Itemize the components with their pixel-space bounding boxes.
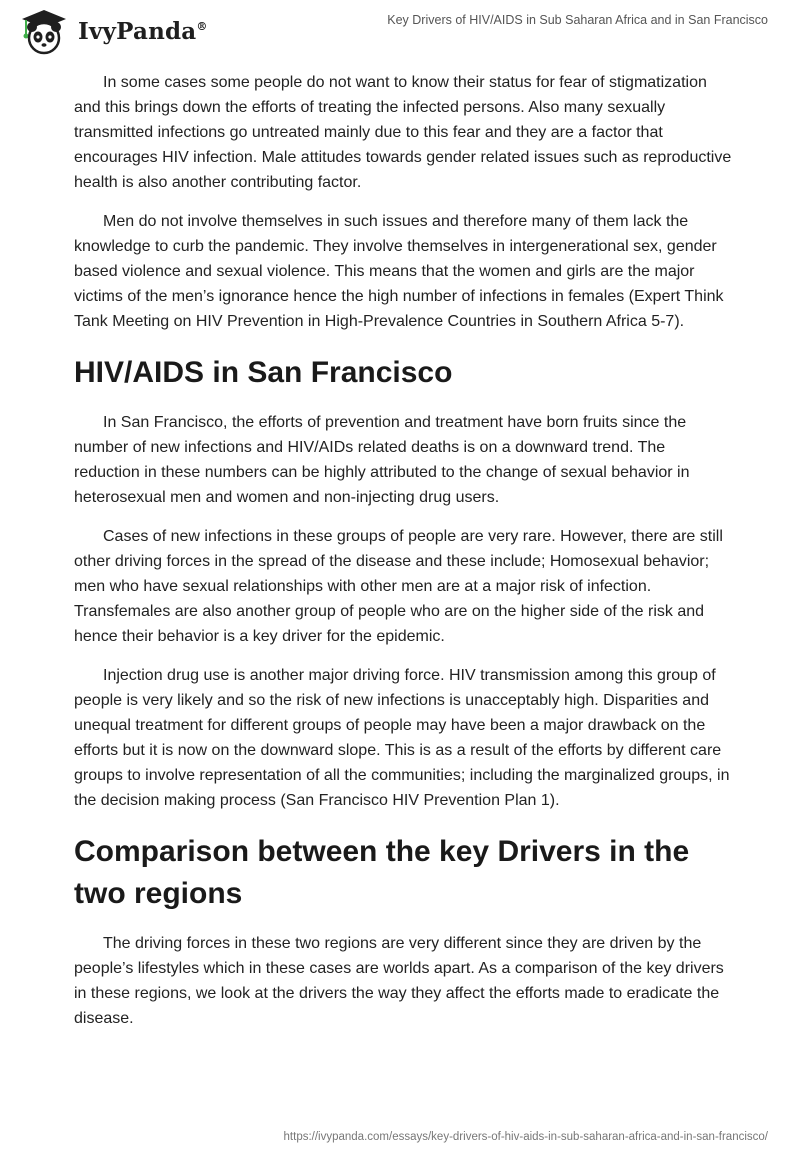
ivypanda-logo[interactable] xyxy=(14,8,208,58)
source-url-link[interactable]: https://ivypanda.com/essays/key-drivers-of-hiv-aids-in-sub-saharan-africa-and-in-san-francisco/ xyxy=(283,1131,768,1143)
paragraph: Cases of new infections in these groups of people are very rare. However, there are still other driving forces in the spread of the disease and these include; Homosexual behavior; men who have sexual relationships with other men are at a major risk of infection. Transfemales are also another group of people who are on the higher side of the risk and hence their behavior is a key driver for the epidemic. xyxy=(74,528,723,645)
logo-wordmark: IvyPanda® xyxy=(78,18,208,45)
document-title: Key Drivers of HIV/AIDS in Sub Saharan Africa and in San Francisco xyxy=(387,13,768,27)
panda-graduation-cap-icon xyxy=(14,8,74,56)
article-body xyxy=(74,70,734,1045)
paragraph: Injection drug use is another major driving force. HIV transmission among this group of people is very likely and so the risk of new infections is unacceptably high. Disparities and unequal treatment for different groups of people may have been a major drawback on the efforts but it is now on the downward slope. This is as a result of the efforts by different care groups to involve representation of all the communities; including the marginalized groups, in the decision making process (San Francisco HIV Prevention Plan 1). xyxy=(74,667,730,809)
paragraph: Men do not involve themselves in such issues and therefore many of them lack the knowledge to curb the pandemic. They involve themselves in intergenerational sex, gender based violence and sexual violence. This means that the women and girls are the major victims of the men’s ignorance hence the high number of infections in females (Expert Think Tank Meeting on HIV Prevention in High-Prevalence Countries in Southern Africa 5-7). xyxy=(74,213,724,330)
registered-mark: ® xyxy=(196,20,208,33)
page-header xyxy=(0,0,800,66)
section-heading-san-francisco: HIV/AIDS in San Francisco xyxy=(74,356,453,389)
paragraph: The driving forces in these two regions are very different since they are driven by the people’s lifestyles which in these cases are worlds apart. As a comparison of the key drivers in these regions, we look at the drivers the way they affect the efforts made to eradicate the disease. xyxy=(74,935,724,1027)
paragraph: In San Francisco, the efforts of prevention and treatment have born fruits since the number of new infections and HIV/AIDs related deaths is on a downward trend. The reduction in these numbers can be highly attributed to the change of sexual behavior in heterosexual men and women and non-injecting drug users. xyxy=(74,414,690,506)
section-heading-comparison: Comparison between the key Drivers in the two regions xyxy=(74,835,690,910)
paragraph: In some cases some people do not want to know their status for fear of stigmatization and this brings down the efforts of treating the infected persons. Also many sexually transmitted infections go untreated mainly due to this fear and they are a factor that encourages HIV infection. Male attitudes towards gender related issues such as reproductive health is also another contributing factor. xyxy=(74,74,732,191)
